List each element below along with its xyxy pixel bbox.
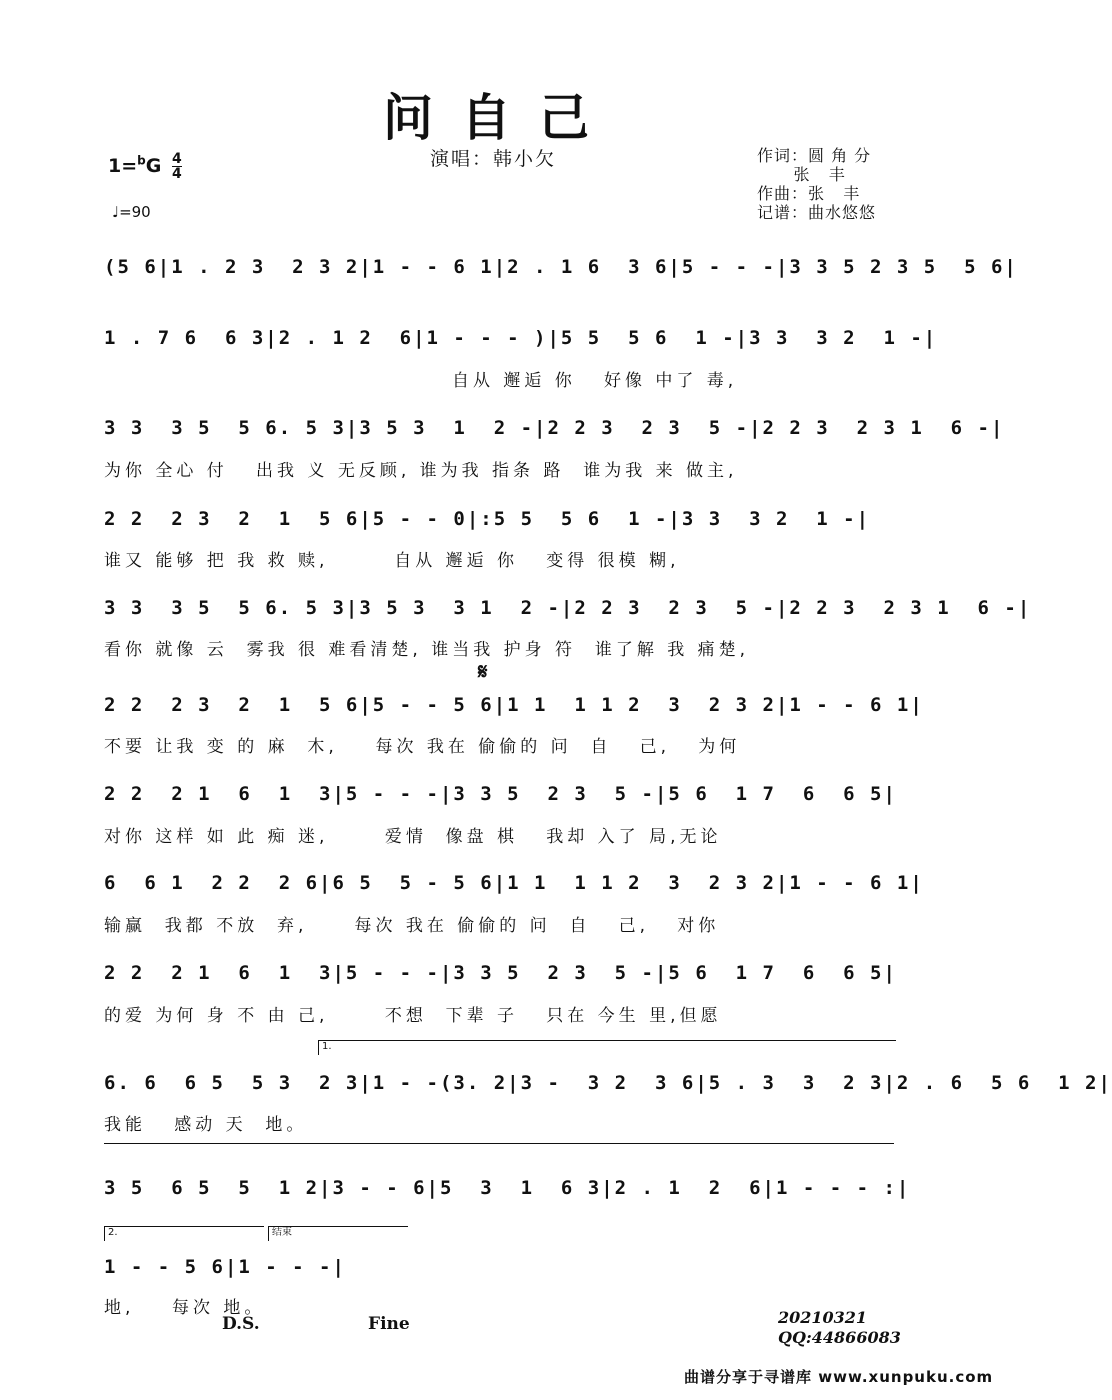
notation-row-2: 1 . 7 6 6 3|2 . 1 2 6|1 - - - )|5 5 5 6 1 -|3 3 3 2 1 -| <box>104 327 938 349</box>
flat-sign: b <box>137 153 146 168</box>
song-title: 问自己 <box>383 88 617 147</box>
meter-bottom: 4 <box>171 166 182 182</box>
key-signature <box>108 152 182 181</box>
lyrics-row-2: 自从 邂逅 你 好像 中了 毒, <box>104 371 738 391</box>
notation-row-11: 3 5 6 5 5 1 2|3 - - 6|5 3 1 6 3|2 . 1 2 6|1 - - - :| <box>104 1177 911 1199</box>
key-note: G <box>145 155 162 177</box>
lyrics-row-5: 看你 就像 云 雾我 很 难看清楚, 谁当我 护身 符 谁了解 我 痛楚, <box>104 640 750 660</box>
notation-row-5: 3 3 3 5 5 6. 5 3|3 5 3 3 1 2 -|2 2 3 2 3 5 -|2 2 3 2 3 1 6 -| <box>104 597 1032 619</box>
lyrics-row-8: 输赢 我都 不放 弃, 每次 我在 偷偷的 问 自 己, 对你 <box>104 916 720 936</box>
notation-row-9: 2 2 2 1 6 1 3|5 - - -|3 3 5 2 3 5 -|5 6 1 7 6 6 5| <box>104 962 897 984</box>
segno-sign: 𝄋 <box>478 660 488 685</box>
credit-lyricist: 作词：圆 角 分 <box>757 146 872 165</box>
notation-row-10: 6. 6 6 5 5 3 2 3|1 - -(3. 2|3 - 3 2 3 6|5 . 3 3 2 3|2 . 6 5 6 1 2| <box>104 1072 1112 1094</box>
notation-row-4: 2 2 2 3 2 1 5 6|5 - - 0|:5 5 5 6 1 -|3 3 3 2 1 -| <box>104 508 871 530</box>
credit-composer: 作曲：张 丰 <box>757 184 861 203</box>
qq-text: QQ:44866083 <box>778 1328 901 1347</box>
footer-watermark: 曲谱分享于寻谱库 www.xunpuku.com <box>684 1368 994 1386</box>
credits <box>757 146 876 222</box>
end-label: 结束 <box>272 1227 292 1238</box>
end-bracket <box>268 1226 408 1241</box>
notation-row-6: 2 2 2 3 2 1 5 6|5 - - 5 6|1 1 1 1 2 3 2 3 2|1 - - 6 1| <box>104 694 924 716</box>
volta-1-continuation <box>104 1143 894 1144</box>
notation-row-12: 1 - - 5 6|1 - - -| <box>104 1256 346 1278</box>
lyrics-row-9: 的爱 为何 身 不 由 己, 不想 下辈 子 只在 今生 里,但愿 <box>104 1006 722 1026</box>
lyrics-row-3: 为你 全心 付 出我 义 无反顾, 谁为我 指条 路 谁为我 来 做主, <box>104 461 738 481</box>
volta-2-bracket <box>104 1226 264 1241</box>
time-signature <box>172 152 182 181</box>
fine-mark: Fine <box>368 1314 410 1334</box>
lyrics-row-10: 我能 感动 天 地。 <box>104 1115 308 1135</box>
notation-row-7: 2 2 2 1 6 1 3|5 - - -|3 3 5 2 3 5 -|5 6 1 7 6 6 5| <box>104 783 897 805</box>
lyrics-row-6: 不要 让我 变 的 麻 木, 每次 我在 偷偷的 问 自 己, 为何 <box>104 737 741 757</box>
singer-line: 演唱：韩小欠 <box>430 148 557 170</box>
lyrics-row-4: 谁又 能够 把 我 救 赎, 自从 邂逅 你 变得 很模 糊, <box>104 551 680 571</box>
volta-2-label: 2. <box>108 1227 118 1238</box>
notation-row-3: 3 3 3 5 5 6. 5 3|3 5 3 1 2 -|2 2 3 2 3 5 -|2 2 3 2 3 1 6 -| <box>104 417 1005 439</box>
lyrics-row-7: 对你 这样 如 此 痴 迷, 爱情 像盘 棋 我却 入了 局,无论 <box>104 827 722 847</box>
meter-top: 4 <box>171 151 182 167</box>
credit-lyricist-2: 张 丰 <box>757 165 846 184</box>
tempo-mark: ♩=90 <box>112 203 151 221</box>
volta-1-bracket <box>318 1040 896 1055</box>
ds-mark: D.S. <box>222 1314 260 1334</box>
notation-row-8: 6 6 1 2 2 2 6|6 5 5 - 5 6|1 1 1 1 2 3 2 3 2|1 - - 6 1| <box>104 872 924 894</box>
date-text: 20210321 <box>778 1308 868 1327</box>
date-stamp <box>778 1308 901 1348</box>
lyrics-row-12: 地, 每次 地。 <box>104 1298 266 1318</box>
volta-1-label: 1. <box>322 1041 332 1052</box>
notation-row-1: (5 6|1 . 2 3 2 3 2|1 - - 6 1|2 . 1 6 3 6|5 - - -|3 3 5 2 3 5 5 6| <box>104 256 1018 278</box>
key-prefix: 1= <box>108 155 138 177</box>
credit-transcriber: 记谱：曲水悠悠 <box>757 203 877 222</box>
